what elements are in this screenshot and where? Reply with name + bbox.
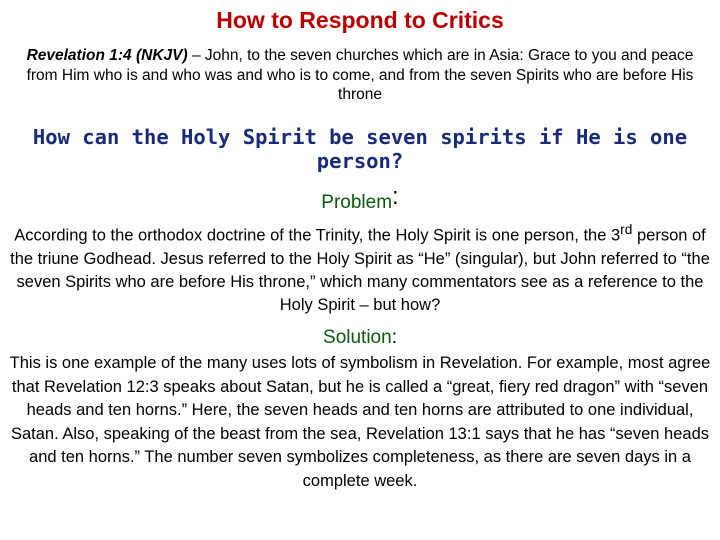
problem-heading <box>0 183 720 214</box>
solution-heading <box>0 327 720 349</box>
problem-label: Problem <box>321 192 393 213</box>
ordinal-suffix: rd <box>620 222 633 237</box>
problem-colon: : <box>392 183 399 210</box>
solution-colon: : <box>391 327 397 348</box>
question-heading: How can the Holy Spirit be seven spirits if He is one person? <box>32 125 688 173</box>
slide-title: How to Respond to Critics <box>216 7 504 33</box>
problem-text-part1: According to the orthodox doctrine of the Trinity, the Holy Spirit is one person, the 3 <box>14 226 621 245</box>
problem-text <box>8 218 712 317</box>
verse-text: John, to the seven churches which are in Asia: Grace to you and peace from Him who is and who was and who is to come, and from the seven Spirits who are before His throne <box>26 47 694 103</box>
verse-separator: – <box>187 47 205 64</box>
verse-reference: Revelation 1:4 (NKJV) <box>26 47 188 64</box>
solution-text: This is one example of the many uses lots of symbolism in Revelation. For example, most agree that Revelation 12:3 speaks about Satan, but he is called a “great, fiery red dragon” with “seven heads and ten horns.” Here, the seven heads and ten horns are attributed to one individual, Satan. Also, speaking of the beast from the sea, Revelation 13:1 says that he has “seven heads and ten horns.” The number seven symbolizes completeness, as there are seven days in a complete week. <box>9 354 711 490</box>
scripture-verse <box>10 46 710 105</box>
solution-label: Solution <box>323 327 392 348</box>
problem-text-part2: person of the triune Godhead. Jesus referred to the Holy Spirit as “He” (singular), but John referred to “the seven Spirits who are before His throne,” which many commentators see as a reference to the Holy Spirit – but how? <box>10 226 710 314</box>
